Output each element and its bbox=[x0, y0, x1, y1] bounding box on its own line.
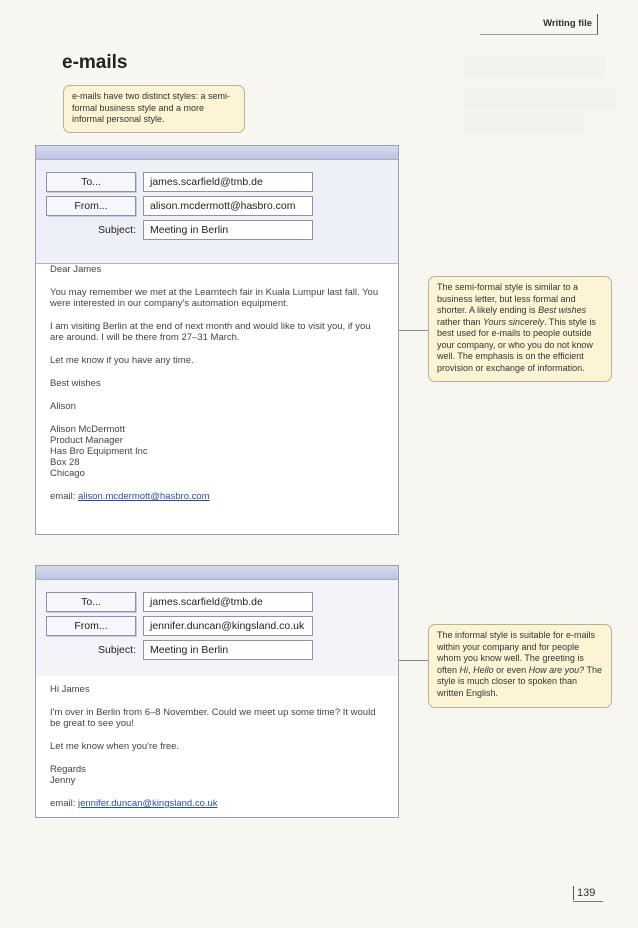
email-link[interactable]: jennifer.duncan@kingsland.co.uk bbox=[77, 798, 218, 809]
closing: Regards bbox=[50, 764, 86, 775]
email-titlebar bbox=[36, 566, 398, 580]
callout-leader-line bbox=[399, 660, 428, 661]
to-button[interactable]: To... bbox=[46, 172, 136, 192]
from-button[interactable]: From... bbox=[46, 196, 136, 216]
callout-leader-line bbox=[399, 330, 428, 331]
signature-name: Alison McDermott bbox=[50, 424, 125, 435]
greeting: Hi James bbox=[50, 684, 90, 695]
faded-background-text bbox=[465, 112, 585, 134]
section-header: Writing file bbox=[520, 14, 598, 34]
signoff: Alison bbox=[50, 401, 76, 412]
to-field[interactable]: james.scarfield@tmb.de bbox=[143, 592, 313, 612]
faded-background-text bbox=[465, 56, 605, 78]
subject-label: Subject: bbox=[98, 224, 136, 236]
signoff: Jenny bbox=[50, 775, 76, 786]
email-titlebar bbox=[36, 146, 398, 160]
email-label: email: bbox=[50, 798, 76, 809]
email-body bbox=[50, 684, 384, 809]
page-title: e-mails bbox=[62, 52, 128, 73]
subject-field[interactable]: Meeting in Berlin bbox=[143, 220, 313, 240]
email-header-area bbox=[36, 580, 398, 676]
paragraph: I am visiting Berlin at the end of next month and would like to visit you, if you are around. I will be there from 27–31 March. bbox=[50, 321, 371, 343]
signature-box: Box 28 bbox=[50, 457, 80, 468]
signature-company: Has Bro Equipment Inc bbox=[50, 446, 148, 457]
greeting: Dear James bbox=[50, 264, 102, 275]
paragraph: You may remember we met at the Learntech fair in Kuala Lumpur last fall. You were interested in our company's automation equipment. bbox=[50, 287, 379, 309]
from-field[interactable]: alison.mcdermott@hasbro.com bbox=[143, 196, 313, 216]
closing: Best wishes bbox=[50, 378, 101, 389]
header-rule bbox=[480, 34, 598, 35]
subject-field[interactable]: Meeting in Berlin bbox=[143, 640, 313, 660]
email-line bbox=[50, 798, 384, 809]
paragraph: I'm over in Berlin from 6–8 November. Could we meet up some time? It would be great to see you! bbox=[50, 707, 376, 729]
email-link[interactable]: alison.mcdermott@hasbro.com bbox=[77, 491, 210, 502]
to-field[interactable]: james.scarfield@tmb.de bbox=[143, 172, 313, 192]
email-label: email: bbox=[50, 491, 76, 502]
semi-formal-callout: The semi-formal style is similar to a business letter, but less formal and shorter. A likely ending is Best wishes rather than Yours sincerely. This style is best used for e-mails to people outside your company, or who you do not know well. The emphasis is on the efficient provision or exchange of information. bbox=[428, 276, 612, 382]
paragraph: Let me know when you're free. bbox=[50, 741, 180, 752]
email-window-informal bbox=[35, 565, 399, 818]
subject-label: Subject: bbox=[98, 644, 136, 656]
email-body bbox=[50, 264, 384, 502]
from-field[interactable]: jennifer.duncan@kingsland.co.uk bbox=[143, 616, 313, 636]
page-number-rule bbox=[573, 901, 603, 902]
email-line bbox=[50, 491, 384, 502]
signature-city: Chicago bbox=[50, 468, 85, 479]
from-button[interactable]: From... bbox=[46, 616, 136, 636]
informal-callout: The informal style is suitable for e-mails within your company and for people whom you know well. The greeting is often Hi, Hello or even How are you? The style is much closer to spoken than written English. bbox=[428, 624, 612, 708]
page-number: 139 bbox=[573, 886, 595, 900]
email-window-semi-formal bbox=[35, 145, 399, 535]
paragraph: Let me know if you have any time. bbox=[50, 355, 194, 366]
to-button[interactable]: To... bbox=[46, 592, 136, 612]
faded-background-text bbox=[465, 88, 615, 110]
email-header-area bbox=[36, 160, 398, 264]
intro-callout: e-mails have two distinct styles: a semi-formal business style and a more informal personal style. bbox=[63, 85, 245, 133]
signature-title: Product Manager bbox=[50, 435, 123, 446]
